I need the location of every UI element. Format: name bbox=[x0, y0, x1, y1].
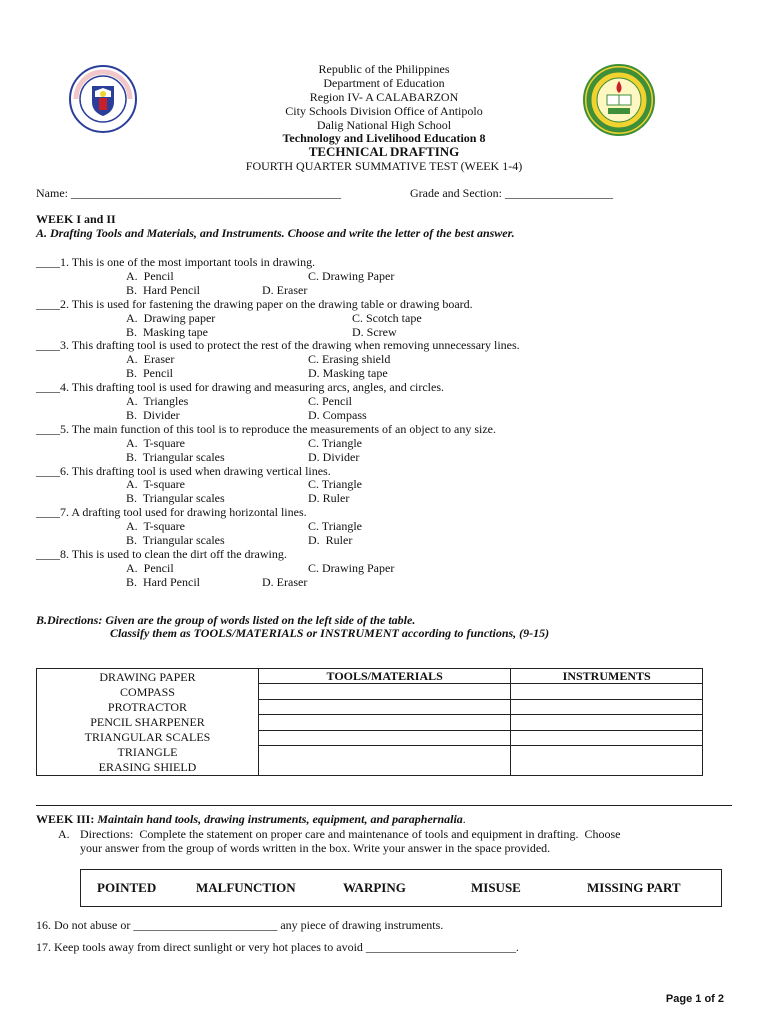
option-c: C. Triangle bbox=[308, 435, 363, 450]
header-division: City Schools Division Office of Antipolo bbox=[285, 104, 483, 118]
option-c: C. Drawing Paper bbox=[308, 268, 395, 283]
option-d: D. Divider bbox=[308, 449, 360, 464]
header-course: TECHNICAL DRAFTING bbox=[308, 144, 460, 159]
answer-blank[interactable] bbox=[511, 731, 702, 747]
option-a: A. Eraser bbox=[126, 352, 175, 367]
instruments-header: INSTRUMENTS bbox=[511, 669, 703, 684]
option-c: C. Triangle bbox=[308, 519, 363, 534]
option-b: B. Triangular scales bbox=[126, 533, 225, 547]
word-item: DRAWING PAPER bbox=[99, 670, 196, 684]
section-divider bbox=[36, 805, 732, 806]
answer-blank[interactable] bbox=[259, 715, 510, 731]
question-7[interactable]: ____7. A drafting tool used for drawing horizontal lines. bbox=[36, 505, 307, 520]
word-choice: MISUSE bbox=[471, 880, 521, 895]
word-item: COMPASS bbox=[120, 685, 175, 699]
header-school: Dalig National High School bbox=[316, 118, 452, 132]
tools-materials-header: TOOLS/MATERIALS bbox=[259, 669, 511, 684]
header-subject: Technology and Livelihood Education 8 bbox=[282, 131, 486, 145]
question-4[interactable]: ____4. This drafting tool is used for drawing and measuring arcs, angles, and circles. bbox=[36, 380, 445, 395]
option-c: C. Drawing Paper bbox=[308, 560, 395, 575]
option-c: C. Erasing shield bbox=[308, 352, 391, 367]
section-b-directions-2: Classify them as TOOLS/MATERIALS or INSTRUMENT according to functions, (9-15) bbox=[110, 626, 550, 640]
header-department: Department of Education bbox=[323, 76, 445, 90]
header-region: Region IV- A CALABARZON bbox=[309, 90, 459, 104]
item-17[interactable]: 17. Keep tools away from direct sunlight or very hot places to avoid _________________________. bbox=[36, 940, 519, 954]
header-republic: Republic of the Philippines bbox=[318, 62, 450, 76]
option-a: A. T-square bbox=[126, 477, 185, 492]
week-3-label: WEEK III: bbox=[36, 812, 95, 826]
option-b: B. Triangular scales bbox=[126, 491, 225, 506]
item-16[interactable]: 16. Do not abuse or ________________________ any piece of drawing instruments. bbox=[36, 918, 444, 932]
option-d: D. Compass bbox=[308, 407, 367, 422]
option-d: D. Masking tape bbox=[308, 366, 388, 381]
answer-blank[interactable] bbox=[259, 684, 510, 700]
option-a: A. T-square bbox=[126, 519, 185, 534]
option-b: B. Hard Pencil bbox=[126, 574, 200, 589]
option-a: A. Drawing paper bbox=[126, 310, 216, 325]
option-d: D. Ruler bbox=[308, 491, 350, 506]
option-b: B. Divider bbox=[126, 407, 180, 422]
week-3-period: . bbox=[462, 812, 466, 826]
section-c-directions-1: Directions: Complete the statement on proper care and maintenance of tools and equipment in drafting. Choose bbox=[80, 827, 621, 841]
name-blank[interactable]: _____________________________________________ bbox=[71, 186, 341, 200]
option-a: A. Pencil bbox=[126, 268, 174, 283]
option-c: C. Triangle bbox=[308, 477, 363, 492]
question-8[interactable]: ____8. This is used to clean the dirt off the drawing. bbox=[36, 546, 287, 561]
word-list-cell bbox=[37, 669, 259, 776]
option-a: A. Pencil bbox=[126, 560, 174, 575]
option-d: D. Screw bbox=[352, 324, 397, 339]
option-b: B. Masking tape bbox=[126, 324, 208, 339]
word-item: PENCIL SHARPENER bbox=[90, 715, 205, 729]
grade-blank[interactable]: __________________ bbox=[504, 186, 613, 200]
word-item: PROTRACTOR bbox=[107, 700, 188, 714]
answer-blank[interactable] bbox=[259, 700, 510, 716]
word-item: ERASING SHIELD bbox=[98, 760, 197, 774]
option-b: B. Hard Pencil bbox=[126, 282, 200, 297]
grade-section-field[interactable] bbox=[410, 186, 613, 201]
section-c-letter: A. bbox=[58, 827, 70, 841]
name-field[interactable] bbox=[36, 186, 341, 201]
section-c-directions-2: your answer from the group of words written in the box. Write your answer in the space provided. bbox=[80, 841, 551, 855]
option-a: A. Triangles bbox=[126, 394, 189, 408]
word-item: TRIANGLE bbox=[117, 745, 178, 759]
answer-blank[interactable] bbox=[511, 715, 702, 731]
word-choice: MISSING PART bbox=[587, 880, 681, 895]
question-2[interactable]: ____2. This is used for fastening the drawing paper on the drawing table or drawing board. bbox=[36, 296, 473, 311]
option-a: A. T-square bbox=[126, 435, 185, 450]
question-1[interactable]: ____1. This is one of the most important tools in drawing. bbox=[36, 255, 316, 269]
answer-blank[interactable] bbox=[511, 700, 702, 716]
question-5[interactable]: ____5. The main function of this tool is to reproduce the measurements of an object to any size. bbox=[36, 421, 496, 436]
week-3-heading bbox=[36, 812, 466, 827]
word-item: TRIANGULAR SCALES bbox=[84, 730, 211, 744]
option-b: B. Triangular scales bbox=[126, 449, 225, 464]
word-choice: WARPING bbox=[343, 880, 406, 895]
grade-label: Grade and Section: bbox=[410, 186, 505, 200]
name-label: Name: bbox=[36, 186, 71, 200]
page-number: Page 1 of 2 bbox=[665, 993, 724, 1005]
instruments-answer-column[interactable] bbox=[511, 684, 703, 776]
tools-answer-column[interactable] bbox=[259, 684, 511, 776]
week-3-title: Maintain hand tools, drawing instruments, equipment, and paraphernalia bbox=[94, 812, 463, 826]
option-c: C. Scotch tape bbox=[352, 310, 422, 325]
option-d: D. Eraser bbox=[262, 574, 308, 589]
question-3[interactable]: ____3. This drafting tool is used to protect the rest of the drawing when removing unnecessary lines. bbox=[36, 338, 520, 353]
word-choice: POINTED bbox=[97, 880, 157, 895]
question-6[interactable]: ____6. This drafting tool is used when drawing vertical lines. bbox=[36, 463, 331, 478]
option-d: D. Eraser bbox=[262, 282, 308, 297]
deped-logo bbox=[68, 64, 138, 134]
dalig-school-logo bbox=[582, 63, 656, 137]
word-choice: MALFUNCTION bbox=[196, 880, 296, 895]
section-a-directions: A. Drafting Tools and Materials, and Instruments. Choose and write the letter of the best answer. bbox=[36, 226, 515, 240]
answer-blank[interactable] bbox=[259, 746, 510, 761]
option-d: D. Ruler bbox=[308, 533, 353, 547]
option-b: B. Pencil bbox=[126, 366, 173, 381]
option-c: C. Pencil bbox=[308, 394, 352, 408]
word-choice-box bbox=[80, 869, 722, 907]
answer-blank[interactable] bbox=[259, 731, 510, 747]
classification-table bbox=[36, 668, 703, 776]
answer-blank[interactable] bbox=[511, 684, 702, 700]
section-b-directions-1: B.Directions: Given are the group of words listed on the left side of the table. bbox=[36, 613, 416, 627]
header-test-title: FOURTH QUARTER SUMMATIVE TEST (WEEK 1-4) bbox=[245, 159, 523, 173]
answer-blank[interactable] bbox=[511, 746, 702, 761]
week-1-2-heading: WEEK I and II bbox=[36, 212, 116, 226]
